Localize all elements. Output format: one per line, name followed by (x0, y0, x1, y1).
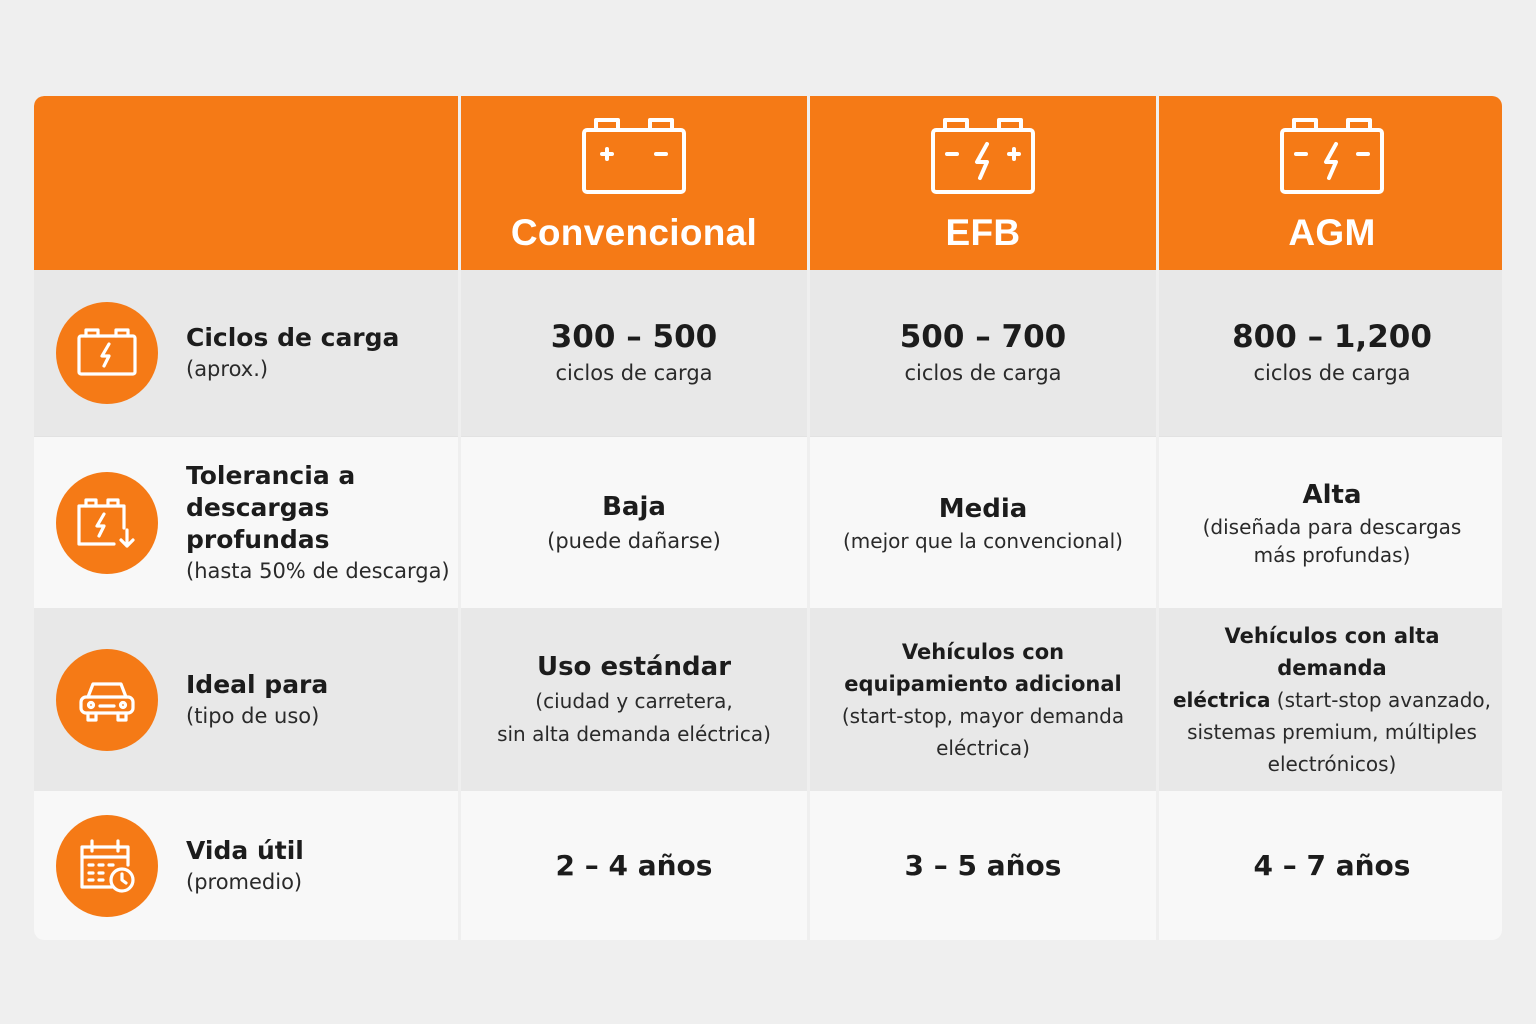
cell-vida-efb (810, 791, 1156, 940)
row-subtitle: (aprox.) (186, 357, 269, 381)
row-label-tolerancia (34, 436, 458, 608)
header-title: EFB (945, 212, 1021, 253)
row-icon-circle (56, 649, 158, 751)
row-title: Vida útil (186, 835, 304, 865)
cell-value: Alta (1302, 479, 1362, 510)
cell-ideal-convencional (461, 608, 807, 791)
cell-value: eléctrica (1172, 687, 1271, 712)
row-icon-circle (56, 302, 158, 404)
row-title-line1: Tolerancia a (186, 460, 356, 490)
cell-ideal-efb (810, 608, 1156, 791)
cell-ideal-agm (1159, 608, 1502, 791)
cell-note: (ciudad y carretera, (535, 688, 733, 713)
car-icon (76, 669, 138, 731)
cell-note: más profundas) (1253, 542, 1411, 567)
comparison-table (34, 96, 1502, 940)
calendar-clock-icon (76, 835, 138, 897)
cell-value: Vehículos con alta demanda (1224, 623, 1440, 680)
header-efb (810, 96, 1156, 270)
row-label-ideal (34, 608, 458, 791)
battery-bolt-icon (927, 114, 1039, 198)
cell-note: ciclos de carga (1253, 361, 1411, 385)
cell-value: equipamiento adicional (844, 671, 1122, 696)
row-subtitle: (hasta 50% de descarga) (186, 558, 450, 583)
cell-value: 800 – 1,200 (1232, 319, 1432, 355)
battery-discharge-icon (76, 492, 138, 554)
cell-value: 500 – 700 (899, 319, 1067, 355)
cell-note: electrónicos) (1267, 751, 1397, 776)
cell-note: (start-stop, mayor demanda (841, 703, 1125, 728)
row-subtitle: (promedio) (186, 869, 303, 894)
header-title: AGM (1288, 212, 1376, 253)
cell-value: Media (938, 493, 1028, 524)
cell-value: Vehículos con (901, 639, 1065, 664)
row-title-line2: descargas profundas (186, 492, 330, 554)
cell-vida-agm (1159, 791, 1502, 940)
cell-value: 4 – 7 años (1253, 848, 1411, 882)
cell-tolerancia-efb (810, 436, 1156, 608)
cell-note: eléctrica) (936, 735, 1030, 760)
cell-vida-convencional (461, 791, 807, 940)
header-convencional (461, 96, 807, 270)
cell-ciclos-efb (810, 270, 1156, 436)
cell-note: (start-stop avanzado, (1270, 687, 1492, 712)
cell-note: ciclos de carga (904, 361, 1062, 385)
cell-tolerancia-convencional (461, 436, 807, 608)
cell-value: 3 – 5 años (904, 848, 1062, 882)
row-icon-circle (56, 472, 158, 574)
row-label-ciclos (34, 270, 458, 436)
row-title: Ideal para (186, 669, 329, 699)
cell-ciclos-convencional (461, 270, 807, 436)
header-title: Convencional (510, 212, 758, 253)
cell-value: Uso estándar (536, 651, 732, 682)
cell-mixed-line (1173, 684, 1491, 716)
battery-bolt-icon (1276, 114, 1388, 198)
cell-tolerancia-agm (1159, 436, 1502, 608)
cell-note: sin alta demanda eléctrica) (497, 721, 771, 746)
header-empty-cell (34, 96, 458, 270)
row-title: Ciclos de carga (186, 323, 400, 352)
row-label-vida (34, 791, 458, 940)
cell-note: ciclos de carga (555, 361, 713, 385)
row-subtitle: (tipo de uso) (186, 703, 320, 728)
battery-icon (578, 114, 690, 198)
cell-note: (diseñada para descargas (1202, 514, 1462, 539)
row-icon-circle (56, 815, 158, 917)
cell-value: 300 – 500 (550, 319, 718, 355)
cell-value: Baja (602, 491, 666, 522)
cell-note: (mejor que la convencional) (843, 528, 1123, 553)
cell-value: 2 – 4 años (555, 848, 713, 882)
battery-charge-icon (76, 322, 138, 384)
cell-note: sistemas premium, múltiples (1187, 719, 1477, 744)
header-agm (1159, 96, 1502, 270)
cell-note: (puede dañarse) (547, 528, 721, 553)
cell-ciclos-agm (1159, 270, 1502, 436)
